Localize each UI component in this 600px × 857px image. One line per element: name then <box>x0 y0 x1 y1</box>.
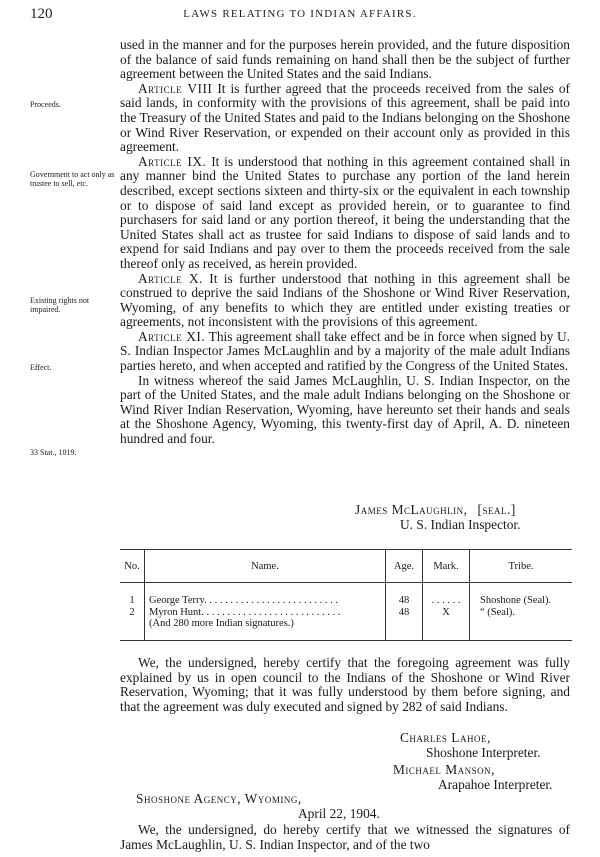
signer-name: George Terry <box>149 595 205 606</box>
agency-place: Shoshone Agency, Wyoming, <box>136 791 302 806</box>
paragraph-continuation: used in the manner and for the purposes herein provided, and the future disposition of the balance of said funds remaining on hand shall then be the subject of further agreement between the United States and the said Indians. <box>120 37 570 82</box>
interpreter-2-name: Michael Manson, <box>393 762 496 777</box>
cell-tribe: “ (Seal). <box>470 607 573 619</box>
paragraph-article-10 <box>120 272 570 330</box>
certification-text: We, the undersigned, hereby certify that the foregoing agreement was fully explained by us in open council to the Indians of the Shoshone or Wind River Reservation, Wyoming; that it was fully understood by them before signing, and that the agreement was duly executed and signed by 282 of said Indians. <box>120 655 570 714</box>
cell-tribe: Shoshone (Seal). <box>470 595 573 607</box>
column-header-age: Age. <box>386 550 423 583</box>
table-row <box>120 595 572 607</box>
column-header-tribe: Tribe. <box>470 550 573 583</box>
cell-name: George Terry. . . . . . . . . . . . . . . . . . . . . . . . . . <box>145 595 386 607</box>
agency-line <box>136 791 380 821</box>
running-title: LAWS RELATING TO INDIAN AFFAIRS. <box>183 8 417 20</box>
table-row-note <box>120 618 572 641</box>
article-8-heading: Article VIII <box>138 80 213 96</box>
interpreter-signature-1 <box>400 730 541 760</box>
margin-note-effect: Effect. <box>30 363 52 372</box>
table-row <box>120 607 572 619</box>
certification-block <box>120 656 570 714</box>
cell-no: 1 <box>129 595 135 606</box>
margin-note-government-trustee: Government to act only as trustee to sell, etc. <box>30 170 115 188</box>
column-header-no: No. <box>120 550 145 583</box>
inspector-seal: [seal.] <box>477 502 516 517</box>
page-number: 120 <box>30 6 53 22</box>
interpreter-1-title: Shoshone Interpreter. <box>426 745 541 760</box>
final-paragraph: We, the undersigned, do hereby certify that we witnessed the signatures of James McLaughlin, U. S. Indian Inspector, and of the two <box>120 822 570 852</box>
cell-age: 48 <box>386 607 423 619</box>
paragraph-article-8 <box>120 82 570 155</box>
column-header-mark: Mark. <box>423 550 470 583</box>
article-8-text: It is further agreed that the proceeds received from the sales of said lands, in conformity with the provisions of this agreement, shall be paid into the Treasury of the United States and paid to the Indians belonging on the Shoshone or Wind River Reservation, or expended on their account only as provided in this agreement. <box>120 80 571 155</box>
signature-table <box>120 549 572 641</box>
cell-name: Myron Hunt. . . . . . . . . . . . . . . . . . . . . . . . . . . <box>145 607 386 619</box>
signer-name: Myron Hunt <box>149 606 202 618</box>
agency-date: April 22, 1904. <box>298 806 380 821</box>
paragraph-article-11 <box>120 330 570 374</box>
article-11-heading: Article XI. <box>138 328 206 344</box>
page-header <box>30 6 570 26</box>
article-11-text: This agreement shall take effect and be in force when signed by U. S. Indian Inspector James McLaughlin and by a majority of the male adult Indians parties hereto, and when accepted and ratified by the Congress of the United States. <box>120 328 570 374</box>
table-spacer-row <box>120 583 572 596</box>
inspector-title: U. S. Indian Inspector. <box>400 517 521 532</box>
interpreter-1-name: Charles Lahoe, <box>400 730 491 745</box>
cell-no: 2 <box>129 606 135 618</box>
main-body <box>120 38 570 447</box>
column-header-name: Name. <box>145 550 386 583</box>
table-header-row <box>120 550 572 583</box>
cell-mark: X <box>423 607 470 619</box>
margin-note-citation: 33 Stat., 1019. <box>30 448 77 457</box>
article-9-text: It is understood that nothing in this agreement contained shall in any manner bind the United States to purchase any portion of the land herein described, except sections sixteen and thirty-six or the equivalent in each township or to dispose of said land except as provided herein, or to guarantee to find purchasers for said land or any portion thereof, it being the understanding that the United States shall act as trustee for said Indians to dispose of said lands and to expend for said Indians and pay over to them the proceeds received from the sale thereof only as received, as herein provided. <box>120 153 571 271</box>
table-note: (And 280 more Indian signatures.) <box>145 618 386 641</box>
paragraph-article-9 <box>120 155 570 272</box>
interpreter-signature-2 <box>393 762 553 792</box>
cell-mark: . . . . . . <box>423 595 470 607</box>
article-10-heading: Article X. <box>138 270 203 286</box>
final-block <box>120 823 570 852</box>
article-10-text: It is further understood that nothing in this agreement shall be construed to deprive the said Indians of the Shoshone or Wind River Reservation, Wyoming, of any benefits to which they are entitled under existing treaties or agreements, not inconsistent with the provisions of this agreement. <box>120 270 570 330</box>
inspector-name: James McLaughlin, <box>355 502 468 517</box>
margin-note-existing-rights: Existing rights not impaired. <box>30 296 90 314</box>
interpreter-2-title: Arapahoe Interpreter. <box>438 777 553 792</box>
cell-age: 48 <box>386 595 423 607</box>
margin-note-proceeds: Proceeds. <box>30 100 61 109</box>
paragraph-witness: In witness whereof the said James McLaughlin, U. S. Indian Inspector, on the part of the United States, and the male adult Indians belonging on the Shoshone or Wind River Indian Reservation, Wyoming, have hereunto set their hands and seals at the Shoshone Agency, Wyoming, this twenty-first day of April, A. D. nineteen hundred and four. <box>120 372 570 447</box>
inspector-signature <box>355 502 521 532</box>
article-9-heading: Article IX. <box>138 153 207 169</box>
